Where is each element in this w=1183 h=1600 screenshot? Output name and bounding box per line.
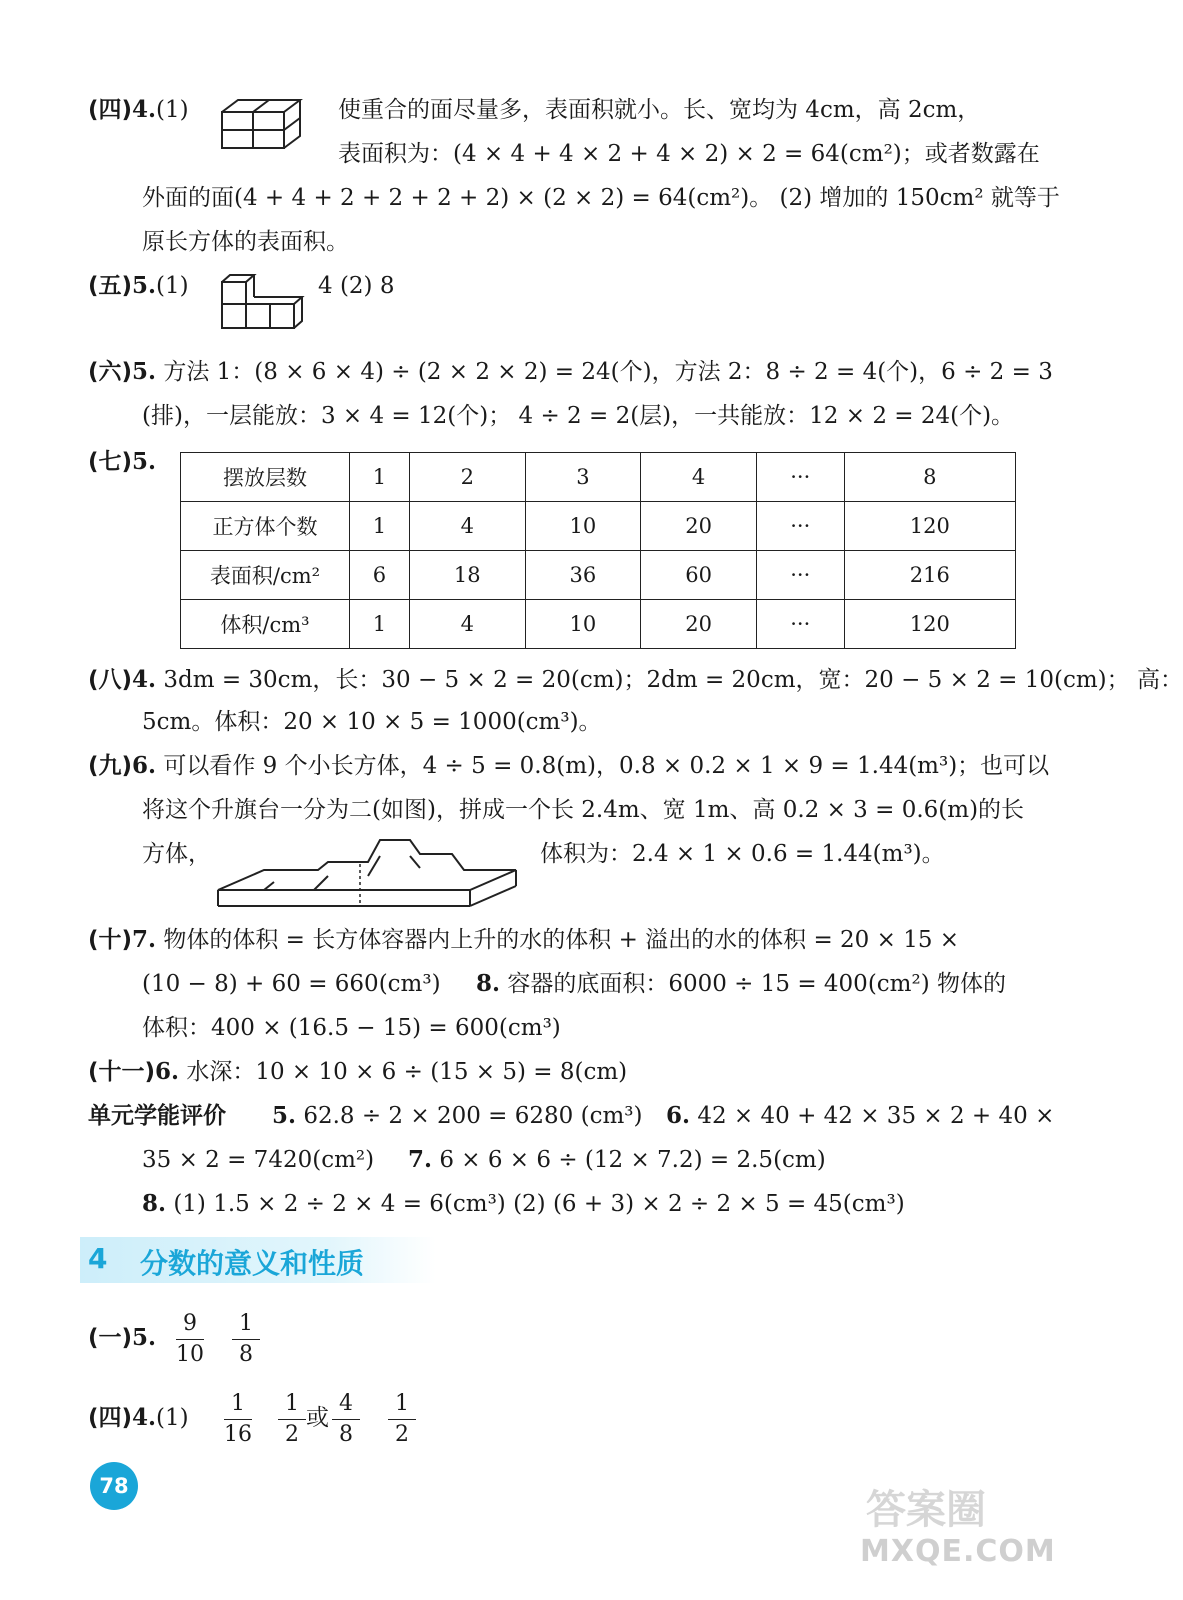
question-number: 5.: [132, 358, 157, 385]
chapter-number: 4: [88, 1242, 108, 1275]
sec11-text-1: 水深：10 × 10 × 6 ÷ (15 × 5) = 8(cm): [186, 1059, 628, 1085]
fraction: [228, 1310, 264, 1369]
unit-text-6b: 35 × 2 = 7420(cm²): [142, 1147, 375, 1173]
section-label: (七): [88, 449, 133, 475]
sec4-text-2: 表面积为：(4 × 4 + 4 × 2 + 4 × 2) × 2 = 64(cm²)；或者数露在: [338, 141, 1040, 167]
table-cell: ···: [756, 551, 844, 600]
fraction: [220, 1390, 256, 1449]
sec4-line1: [88, 94, 189, 126]
fraction: [384, 1390, 420, 1449]
section-label: (四): [88, 1405, 133, 1431]
sec10-line1: [88, 924, 959, 956]
sec5-tail: 4 (2) 8: [318, 273, 395, 299]
sec10-text-1: 物体的体积 = 长方体容器内上升的水的体积 + 溢出的水的体积 = 20 × 15 ×: [163, 927, 960, 953]
c1-line: [88, 1322, 156, 1354]
table-row: [181, 453, 1016, 502]
sec11-line1: [88, 1056, 627, 1088]
section-label: (五): [88, 273, 133, 299]
sec9-text-3b: 体积为：2.4 × 1 × 0.6 = 1.44(m³)。: [540, 841, 945, 867]
denominator: 8: [339, 1422, 353, 1447]
sec10-line2: [142, 968, 441, 1000]
table-cell: 正方体个数: [181, 502, 350, 551]
question-number: 4.: [132, 1404, 157, 1431]
table-cell: 4: [409, 600, 525, 649]
table-cell: 10: [525, 600, 641, 649]
section-label: (十一): [88, 1059, 156, 1085]
denominator: 2: [395, 1422, 409, 1447]
table-cell: 120: [844, 600, 1015, 649]
fraction: [172, 1310, 208, 1369]
numerator: 1: [231, 1391, 245, 1416]
question-number: 5.: [132, 448, 157, 475]
sub-number: (1): [156, 273, 189, 299]
sec6-text-2: (排)，一层能放：3 × 4 = 12(个)； 4 ÷ 2 = 2(层)，一共能放：12 × 2 = 24(个)。: [142, 403, 1015, 429]
denominator: 8: [239, 1342, 253, 1367]
table-cell: 10: [525, 502, 641, 551]
numerator: 1: [239, 1311, 253, 1336]
table-cell: 1: [350, 600, 410, 649]
question-number: 5.: [132, 1324, 157, 1351]
sub-number: (1): [156, 97, 189, 123]
sec10-text-2b: 容器的底面积：6000 ÷ 15 = 400(cm²) 物体的: [507, 971, 1006, 997]
sec8-line1: [88, 664, 1183, 696]
numerator: 4: [339, 1391, 353, 1416]
question-number: 5.: [132, 272, 157, 299]
question-number: 5.: [272, 1102, 297, 1129]
flag-platform-figure: [214, 838, 520, 910]
table-cell: 216: [844, 551, 1015, 600]
unit-text-7: 6 × 6 × 6 ÷ (12 × 7.2) = 2.5(cm): [439, 1147, 826, 1173]
sec4-text-4: 原长方体的表面积。: [142, 229, 349, 255]
watermark: 答案圈: [866, 1487, 986, 1533]
unit-text-6: 42 × 40 + 42 × 35 × 2 + 40 ×: [697, 1103, 1055, 1129]
question-number: 6.: [155, 1058, 180, 1085]
table-cell: 6: [350, 551, 410, 600]
section-label: (八): [88, 667, 133, 693]
table-cell: 18: [409, 551, 525, 600]
unit-text-5: 62.8 ÷ 2 × 200 = 6280 (cm³): [303, 1103, 643, 1129]
unit-text-8: (1) 1.5 × 2 ÷ 2 × 4 = 6(cm³) (2) (6 + 3) × 2 ÷ 2 × 5 = 45(cm³): [173, 1191, 905, 1217]
section-label: (四): [88, 97, 133, 123]
unit-q5: [272, 1100, 642, 1132]
cube-stack-figure: [220, 98, 304, 150]
chapter-title: 分数的意义和性质: [140, 1247, 365, 1280]
sec8-text-2: 5cm。体积：20 × 10 × 5 = 1000(cm³)。: [142, 709, 602, 735]
table-cell: 120: [844, 502, 1015, 551]
section-label: 单元学能评价: [88, 1103, 226, 1129]
unit-q8: [142, 1188, 905, 1220]
unit-q6: [666, 1100, 1054, 1132]
sec6-line1: [88, 356, 1053, 388]
fraction: [328, 1390, 364, 1449]
table-cell: ···: [756, 502, 844, 551]
table-row: [181, 600, 1016, 649]
sec4-text-3: 外面的面(4 + 4 + 2 + 2 + 2 + 2) × (2 × 2) = 64(cm²)。 (2) 增加的 150cm² 就等于: [142, 185, 1060, 211]
sec7-line1: [88, 446, 156, 478]
denominator: 10: [176, 1342, 204, 1367]
sec8-text-1: 3dm = 30cm，长：30 − 5 × 2 = 20(cm)；2dm = 20cm，宽：20 − 5 × 2 = 10(cm)； 高：: [163, 667, 1183, 693]
section-label: (十): [88, 927, 133, 953]
page-number: 78: [90, 1462, 138, 1510]
table-row: [181, 551, 1016, 600]
table-cell: 3: [525, 453, 641, 502]
fraction: [274, 1390, 310, 1449]
table-cell: ···: [756, 600, 844, 649]
sec9-text-3a: 方体，: [142, 841, 211, 867]
sec10-line2b: [476, 968, 1006, 1000]
table-cell: 20: [641, 600, 757, 649]
table-row: [181, 502, 1016, 551]
sec10-text-3: 体积：400 × (16.5 − 15) = 600(cm³): [142, 1015, 561, 1041]
table-cell: 8: [844, 453, 1015, 502]
question-number: 6.: [666, 1102, 691, 1129]
sec10-text-2a: (10 − 8) + 60 = 660(cm³): [142, 971, 441, 997]
table-cell: 20: [641, 502, 757, 551]
or-word: 或: [306, 1405, 329, 1431]
section-label: (六): [88, 359, 133, 385]
sec5-line1: [88, 270, 189, 302]
table-cell: 4: [641, 453, 757, 502]
table-cell: 1: [350, 502, 410, 551]
table-cell: 2: [409, 453, 525, 502]
table-cell: 36: [525, 551, 641, 600]
step-cube-figure: [220, 272, 306, 332]
question-number: 7.: [132, 926, 157, 953]
c4-line: [88, 1402, 189, 1434]
table-cell: 60: [641, 551, 757, 600]
numerator: 1: [395, 1391, 409, 1416]
sub-number: (1): [156, 1405, 189, 1431]
table-cell: 4: [409, 502, 525, 551]
table-cell: 摆放层数: [181, 453, 350, 502]
question-number: 7.: [408, 1146, 433, 1173]
unit-q7: [408, 1144, 826, 1176]
question-number: 8.: [142, 1190, 167, 1217]
sec4-text-1: 使重合的面尽量多，表面积就小。长、宽均为 4cm，高 2cm，: [338, 97, 981, 123]
sec6-text-1: 方法 1：(8 × 6 × 4) ÷ (2 × 2 × 2) = 24(个)，方法 2：8 ÷ 2 = 4(个)，6 ÷ 2 = 3: [163, 359, 1053, 385]
table-cell: 体积/cm³: [181, 600, 350, 649]
unit-line1: [88, 1100, 226, 1132]
watermark-url: MXQE.COM: [860, 1534, 1056, 1569]
question-number: 4.: [132, 96, 157, 123]
table-cell: 表面积/cm²: [181, 551, 350, 600]
sec9-line1: [88, 750, 1049, 782]
section-label: (一): [88, 1325, 133, 1351]
table-cell: 1: [350, 453, 410, 502]
sec9-text-2: 将这个升旗台一分为二(如图)，拼成一个长 2.4m、宽 1m、高 0.2 × 3 = 0.6(m)的长: [142, 797, 1025, 823]
question-number: 8.: [476, 970, 501, 997]
unit-line2: [142, 1144, 374, 1176]
numerator: 9: [183, 1311, 197, 1336]
table-cell: ···: [756, 453, 844, 502]
section-label: (九): [88, 753, 133, 779]
question-number: 4.: [132, 666, 157, 693]
answer-table: [180, 452, 1016, 649]
denominator: 16: [224, 1422, 252, 1447]
numerator: 1: [285, 1391, 299, 1416]
sec9-text-1: 可以看作 9 个小长方体，4 ÷ 5 = 0.8(m)，0.8 × 0.2 × 1 × 9 = 1.44(m³)；也可以: [163, 753, 1050, 779]
denominator: 2: [285, 1422, 299, 1447]
question-number: 6.: [132, 752, 157, 779]
